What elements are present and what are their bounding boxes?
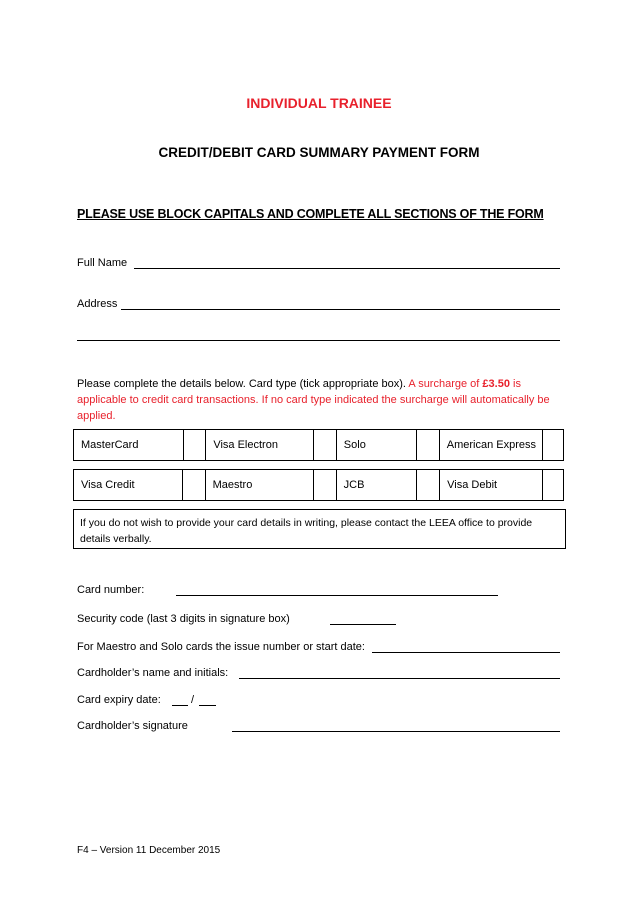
card-type-row [74,470,564,501]
instruction-heading: PLEASE USE BLOCK CAPITALS AND COMPLETE ALL SECTIONS OF THE FORM [77,207,544,221]
card-type-row [74,430,564,461]
tick-box-american-express[interactable] [543,430,564,461]
card-label-visa-electron: Visa Electron [206,430,314,461]
card-label-maestro: Maestro [205,470,313,501]
card-label-american-express: American Express [439,430,542,461]
issue-number-field[interactable] [372,652,560,653]
address-field-line-1[interactable] [121,309,560,310]
form-title: INDIVIDUAL TRAINEE [246,95,392,111]
verbal-details-note: If you do not wish to provide your card details in writing, please contact the LEEA office to provide details verbally. [73,509,566,549]
tick-box-maestro[interactable] [313,470,336,501]
card-number-field[interactable] [176,595,498,596]
card-label-visa-debit: Visa Debit [440,470,543,501]
expiry-month-field[interactable] [172,705,188,706]
card-type-instructions [77,376,567,424]
card-label-solo: Solo [336,430,416,461]
tick-box-jcb[interactable] [417,470,440,501]
footer-version: F4 – Version 11 December 2015 [77,845,221,856]
card-label-jcb: JCB [336,470,417,501]
card-type-table-2 [73,469,564,501]
tick-box-mastercard[interactable] [183,430,206,461]
surcharge-text-a: A surcharge of [408,378,480,390]
card-type-intro: Please complete the details below. Card type (tick appropriate box). [77,378,406,390]
surcharge-amount: £3.50 [482,378,510,390]
full-name-field[interactable] [134,268,560,269]
full-name-label: Full Name [77,257,128,269]
card-number-label: Card number: [77,584,145,596]
security-code-label: Security code (last 3 digits in signature box) [77,613,290,625]
expiry-label: Card expiry date: [77,694,161,706]
cardholder-name-field[interactable] [239,678,560,679]
surcharge-text-b: is applicable to credit card transactions. If no card type indicated the surcharge will automatically be applied. [77,378,550,422]
address-field-line-2[interactable] [77,340,560,341]
issue-number-label: For Maestro and Solo cards the issue number or start date: [77,641,365,653]
expiry-separator: / [191,694,195,706]
form-subtitle: CREDIT/DEBIT CARD SUMMARY PAYMENT FORM [158,145,480,160]
expiry-year-field[interactable] [199,705,216,706]
tick-box-visa-debit[interactable] [542,470,563,501]
card-label-visa-credit: Visa Credit [74,470,183,501]
tick-box-visa-credit[interactable] [182,470,205,501]
signature-label: Cardholder’s signature [77,720,188,732]
security-code-field[interactable] [330,624,396,625]
card-label-mastercard: MasterCard [74,430,184,461]
card-type-table-1 [73,429,564,461]
tick-box-visa-electron[interactable] [314,430,337,461]
cardholder-name-label: Cardholder’s name and initials: [77,667,229,679]
tick-box-solo[interactable] [417,430,440,461]
signature-field[interactable] [232,731,560,732]
address-label: Address [77,298,118,310]
